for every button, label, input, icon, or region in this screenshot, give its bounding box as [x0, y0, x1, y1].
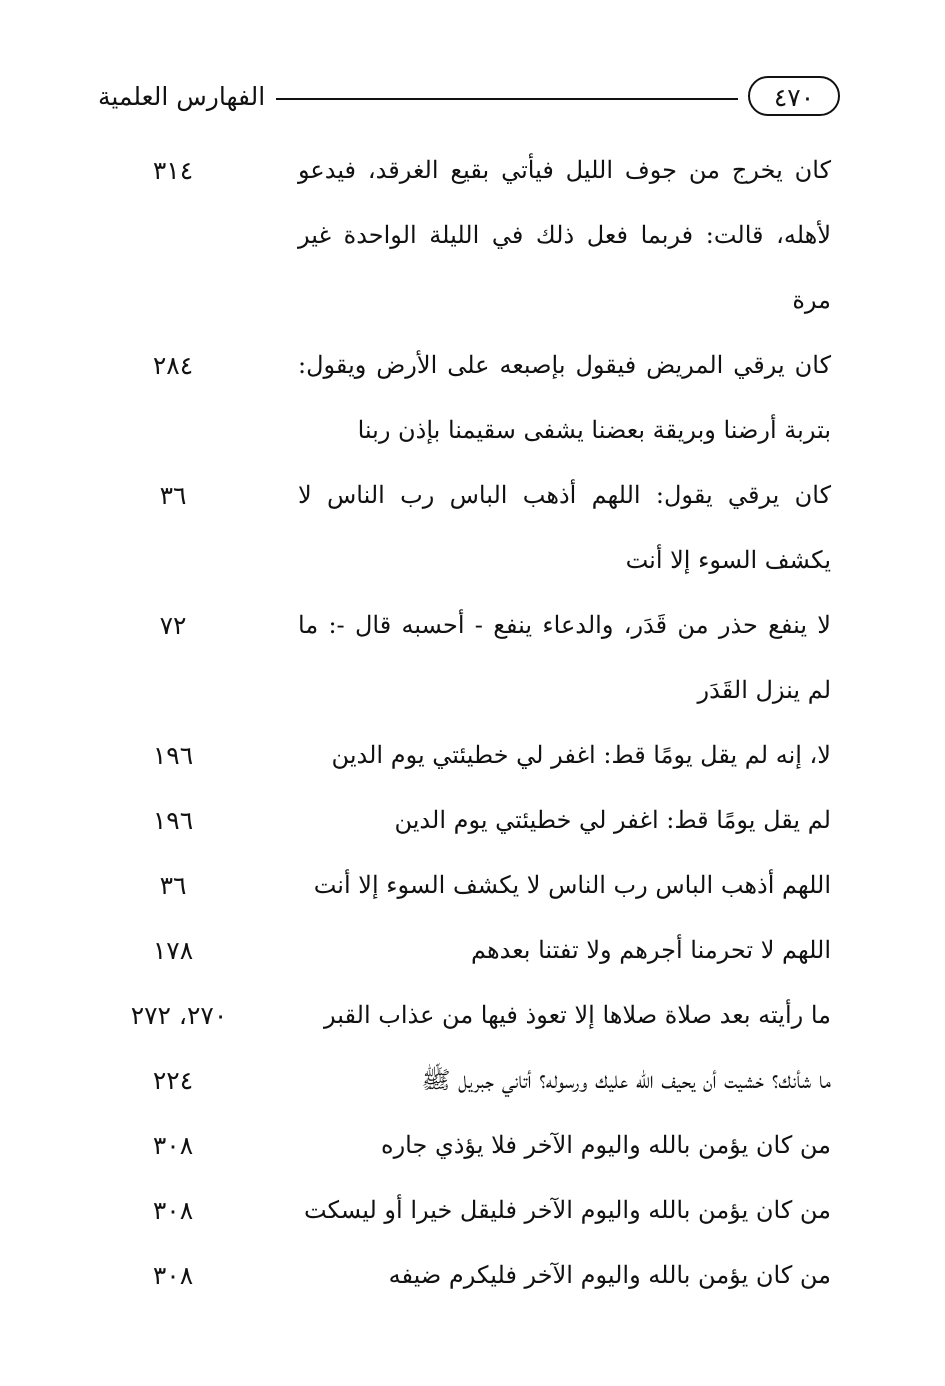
index-entry: [98, 788, 840, 853]
index-entry: [98, 1113, 840, 1178]
entry-text: اللهم لا تحرمنا أجرهم ولا تفتنا بعدهم: [471, 936, 831, 964]
entry-text: كان يرقي يقول: اللهم أذهب الباس رب الناس لا يكشف السوء إلا أنت: [298, 481, 831, 574]
entry-page: ٢٨٤: [152, 351, 194, 380]
entry-text: من كان يؤمن بالله واليوم الآخر فلا يؤذي جاره: [381, 1131, 831, 1159]
entry-page: ١٧٨: [152, 936, 194, 965]
index-entry: [98, 1178, 840, 1243]
page-header: [98, 76, 840, 122]
entry-text: لا ينفع حذر من قَدَر، والدعاء ينفع - أحسبه قال -: ما لم ينزل القَدَر: [298, 611, 831, 704]
entry-text: لم يقل يومًا قط: اغفر لي خطيئتي يوم الدين: [394, 806, 831, 834]
entry-page: ٧٢: [159, 611, 187, 640]
entry-text: لا، إنه لم يقل يومًا قط: اغفر لي خطيئتي يوم الدين: [331, 741, 831, 769]
entry-page: ٣٦: [159, 481, 187, 510]
index-entry: [98, 1048, 840, 1113]
index-entry: [98, 983, 840, 1048]
index-entry: [98, 1243, 840, 1308]
entry-page: ٢٧٠، ٢٧٢: [130, 1001, 228, 1030]
entry-text: ما رأيته بعد صلاة صلاها إلا تعوذ فيها من عذاب القبر: [324, 1001, 831, 1029]
index-entry: [98, 138, 840, 333]
index-entry: [98, 918, 840, 983]
entry-text: كان يخرج من جوف الليل فيأتي بقيع الغرقد، فيدعو لأهله، قالت: فربما فعل ذلك في الليلة الواحدة غير مرة: [298, 156, 831, 314]
entry-page: ٣١٤: [152, 156, 194, 185]
page-number-badge: ٤٧٠: [748, 76, 840, 116]
header-title: الفهارس العلمية: [98, 82, 266, 111]
entry-text: اللهم أذهب الباس رب الناس لا يكشف السوء إلا أنت: [313, 871, 831, 899]
entry-page: ٣٠٨: [152, 1261, 194, 1290]
entry-text: من كان يؤمن بالله واليوم الآخر فليكرم ضيفه: [388, 1261, 831, 1289]
index-entry: [98, 723, 840, 788]
entry-page: ٢٢٤: [152, 1066, 194, 1095]
entry-page: ٣٦: [159, 871, 187, 900]
index-entry: [98, 853, 840, 918]
index-entry: [98, 463, 840, 593]
entry-page: ٣٠٨: [152, 1196, 194, 1225]
entry-page: ١٩٦: [152, 741, 194, 770]
entry-page: ١٩٦: [152, 806, 194, 835]
entry-text: من كان يؤمن بالله واليوم الآخر فليقل خيرا أو ليسكت: [304, 1196, 831, 1224]
index-entries: [98, 138, 840, 1308]
entry-text: ما شأنك؟ خشيت أن يحيف الله عليك ورسوله؟ أتاني جبريل ﷺ: [421, 1066, 831, 1094]
index-entry: [98, 333, 840, 463]
entry-page: ٣٠٨: [152, 1131, 194, 1160]
header-rule: [276, 98, 738, 100]
entry-text: كان يرقي المريض فيقول بإصبعه على الأرض ويقول: بتربة أرضنا وبريقة بعضنا يشفى سقيمنا بإذن ربنا: [298, 351, 831, 444]
index-entry: [98, 593, 840, 723]
